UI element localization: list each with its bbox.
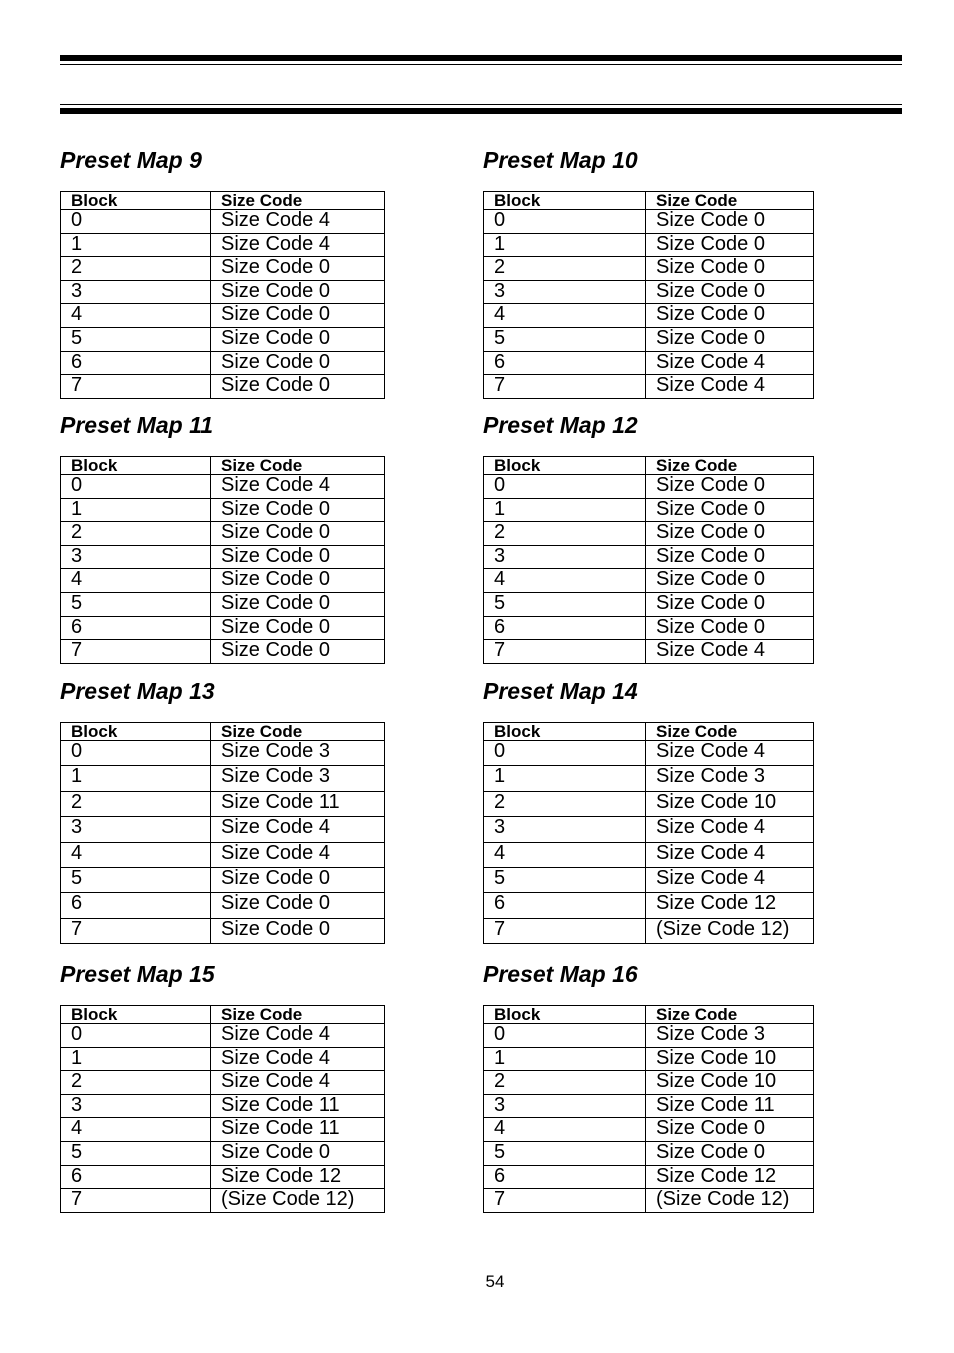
- preset-map-table: [483, 191, 814, 399]
- block-cell: 6: [61, 616, 211, 640]
- size-code-cell: Size Code 4: [646, 842, 814, 867]
- table-row: [484, 498, 814, 522]
- preset-map-title: Preset Map 13: [60, 678, 215, 704]
- block-cell: 5: [61, 1141, 211, 1165]
- size-code-cell: Size Code 0: [646, 616, 814, 640]
- size-code-cell: (Size Code 12): [211, 1189, 385, 1213]
- size-code-cell: Size Code 3: [646, 766, 814, 791]
- table-row: [484, 1094, 814, 1118]
- column-header-size-code: Size Code: [646, 192, 814, 210]
- table-header-row: [61, 457, 385, 475]
- column-header-size-code: Size Code: [646, 1006, 814, 1024]
- size-code-cell: Size Code 0: [211, 640, 385, 664]
- block-cell: 1: [484, 498, 646, 522]
- table-row: [484, 569, 814, 593]
- table-row: [61, 842, 385, 867]
- block-cell: 6: [484, 351, 646, 375]
- table-row: [61, 1094, 385, 1118]
- table-row: [61, 475, 385, 499]
- table-row: [61, 640, 385, 664]
- table-row: [61, 1141, 385, 1165]
- preset-map-table: [483, 722, 814, 944]
- table-header-row: [61, 723, 385, 741]
- table-row: [484, 867, 814, 892]
- block-cell: 6: [484, 616, 646, 640]
- page-number: 54: [485, 1272, 505, 1291]
- size-code-cell: Size Code 4: [211, 817, 385, 842]
- table-row: [484, 351, 814, 375]
- table-row: [61, 304, 385, 328]
- table-row: [61, 1024, 385, 1048]
- table-row: [61, 918, 385, 943]
- block-cell: 2: [61, 791, 211, 816]
- preset-map-table: [483, 1005, 814, 1213]
- size-code-cell: Size Code 0: [211, 918, 385, 943]
- size-code-cell: Size Code 0: [646, 280, 814, 304]
- column-header-size-code: Size Code: [646, 457, 814, 475]
- block-cell: 5: [61, 867, 211, 892]
- size-code-cell: Size Code 0: [646, 327, 814, 351]
- table-row: [61, 766, 385, 791]
- block-cell: 4: [61, 842, 211, 867]
- block-cell: 5: [61, 592, 211, 616]
- table-row: [61, 498, 385, 522]
- size-code-cell: Size Code 0: [211, 280, 385, 304]
- preset-map-table: [60, 722, 385, 944]
- preset-map-title: Preset Map 10: [483, 147, 638, 173]
- block-cell: 4: [61, 569, 211, 593]
- column-header-block: Block: [61, 1006, 211, 1024]
- block-cell: 2: [61, 1071, 211, 1095]
- block-cell: 2: [484, 522, 646, 546]
- table-row: [484, 592, 814, 616]
- column-header-size-code: Size Code: [646, 723, 814, 741]
- size-code-cell: Size Code 4: [211, 210, 385, 234]
- table-row: [484, 741, 814, 766]
- table-row: [484, 304, 814, 328]
- size-code-cell: Size Code 0: [646, 210, 814, 234]
- size-code-cell: (Size Code 12): [646, 918, 814, 943]
- table-row: [61, 351, 385, 375]
- column-header-block: Block: [484, 457, 646, 475]
- size-code-cell: Size Code 10: [646, 791, 814, 816]
- block-cell: 0: [484, 1024, 646, 1048]
- block-cell: 3: [61, 280, 211, 304]
- size-code-cell: Size Code 0: [211, 522, 385, 546]
- block-cell: 0: [61, 1024, 211, 1048]
- block-cell: 1: [484, 766, 646, 791]
- table-header-row: [484, 1006, 814, 1024]
- column-header-size-code: Size Code: [211, 192, 385, 210]
- block-cell: 7: [484, 640, 646, 664]
- table-row: [61, 257, 385, 281]
- size-code-cell: Size Code 0: [211, 351, 385, 375]
- size-code-cell: Size Code 0: [211, 257, 385, 281]
- preset-map-table: [60, 191, 385, 399]
- column-header-block: Block: [484, 1006, 646, 1024]
- block-cell: 3: [61, 1094, 211, 1118]
- size-code-cell: Size Code 0: [211, 375, 385, 399]
- table-row: [61, 545, 385, 569]
- column-header-block: Block: [484, 192, 646, 210]
- table-row: [484, 918, 814, 943]
- size-code-cell: Size Code 4: [646, 375, 814, 399]
- block-cell: 3: [484, 817, 646, 842]
- block-cell: 5: [484, 1141, 646, 1165]
- table-row: [61, 867, 385, 892]
- size-code-cell: Size Code 0: [646, 1118, 814, 1142]
- size-code-cell: Size Code 11: [211, 791, 385, 816]
- size-code-cell: Size Code 4: [211, 1024, 385, 1048]
- block-cell: 1: [484, 1047, 646, 1071]
- table-row: [484, 327, 814, 351]
- table-row: [61, 569, 385, 593]
- size-code-cell: Size Code 0: [646, 569, 814, 593]
- block-cell: 7: [61, 1189, 211, 1213]
- column-header-size-code: Size Code: [211, 457, 385, 475]
- table-row: [61, 817, 385, 842]
- table-row: [484, 210, 814, 234]
- table-row: [484, 257, 814, 281]
- block-cell: 7: [484, 375, 646, 399]
- size-code-cell: Size Code 12: [211, 1165, 385, 1189]
- size-code-cell: Size Code 0: [646, 257, 814, 281]
- table-row: [484, 475, 814, 499]
- table-row: [484, 640, 814, 664]
- block-cell: 1: [484, 233, 646, 257]
- preset-map-table: [60, 456, 385, 664]
- size-code-cell: Size Code 11: [211, 1118, 385, 1142]
- size-code-cell: Size Code 0: [646, 522, 814, 546]
- block-cell: 5: [484, 592, 646, 616]
- table-row: [484, 1165, 814, 1189]
- table-row: [484, 1141, 814, 1165]
- size-code-cell: Size Code 0: [211, 616, 385, 640]
- size-code-cell: Size Code 0: [211, 592, 385, 616]
- size-code-cell: Size Code 0: [211, 327, 385, 351]
- column-header-block: Block: [61, 192, 211, 210]
- size-code-cell: Size Code 4: [211, 842, 385, 867]
- block-cell: 5: [484, 867, 646, 892]
- size-code-cell: Size Code 3: [211, 766, 385, 791]
- block-cell: 2: [484, 1071, 646, 1095]
- table-row: [484, 766, 814, 791]
- size-code-cell: Size Code 4: [211, 475, 385, 499]
- table-row: [484, 791, 814, 816]
- block-cell: 0: [484, 741, 646, 766]
- preset-map-title: Preset Map 12: [483, 412, 638, 438]
- size-code-cell: Size Code 0: [646, 304, 814, 328]
- block-cell: 0: [484, 210, 646, 234]
- table-row: [484, 545, 814, 569]
- block-cell: 3: [484, 545, 646, 569]
- table-row: [484, 280, 814, 304]
- table-row: [484, 522, 814, 546]
- size-code-cell: Size Code 4: [646, 351, 814, 375]
- table-row: [484, 842, 814, 867]
- column-header-size-code: Size Code: [211, 723, 385, 741]
- block-cell: 3: [484, 280, 646, 304]
- column-header-block: Block: [61, 457, 211, 475]
- block-cell: 6: [61, 351, 211, 375]
- size-code-cell: Size Code 0: [646, 498, 814, 522]
- table-row: [484, 1118, 814, 1142]
- table-header-row: [484, 457, 814, 475]
- size-code-cell: Size Code 11: [646, 1094, 814, 1118]
- block-cell: 7: [61, 375, 211, 399]
- table-row: [61, 375, 385, 399]
- table-row: [61, 522, 385, 546]
- table-row: [484, 233, 814, 257]
- table-header-row: [484, 723, 814, 741]
- divider-rule-thick: [60, 108, 902, 114]
- size-code-cell: Size Code 4: [646, 741, 814, 766]
- size-code-cell: Size Code 10: [646, 1071, 814, 1095]
- table-row: [61, 616, 385, 640]
- table-row: [61, 1118, 385, 1142]
- block-cell: 2: [61, 522, 211, 546]
- block-cell: 5: [61, 327, 211, 351]
- table-row: [61, 1165, 385, 1189]
- table-row: [61, 327, 385, 351]
- size-code-cell: Size Code 4: [211, 233, 385, 257]
- block-cell: 6: [61, 893, 211, 918]
- preset-map-table: [483, 456, 814, 664]
- block-cell: 1: [61, 233, 211, 257]
- size-code-cell: Size Code 0: [646, 233, 814, 257]
- table-row: [61, 791, 385, 816]
- table-row: [61, 741, 385, 766]
- block-cell: 2: [61, 257, 211, 281]
- block-cell: 0: [61, 475, 211, 499]
- size-code-cell: Size Code 4: [646, 640, 814, 664]
- preset-map-table: [60, 1005, 385, 1213]
- block-cell: 4: [484, 304, 646, 328]
- table-row: [61, 592, 385, 616]
- size-code-cell: Size Code 4: [646, 867, 814, 892]
- block-cell: 7: [484, 1189, 646, 1213]
- block-cell: 3: [61, 817, 211, 842]
- size-code-cell: Size Code 3: [211, 741, 385, 766]
- block-cell: 0: [61, 210, 211, 234]
- table-row: [61, 1189, 385, 1213]
- table-row: [484, 1047, 814, 1071]
- table-row: [484, 893, 814, 918]
- size-code-cell: Size Code 12: [646, 1165, 814, 1189]
- block-cell: 4: [484, 1118, 646, 1142]
- size-code-cell: Size Code 4: [646, 817, 814, 842]
- block-cell: 6: [61, 1165, 211, 1189]
- preset-map-title: Preset Map 9: [60, 147, 202, 173]
- block-cell: 6: [484, 1165, 646, 1189]
- table-row: [61, 210, 385, 234]
- table-row: [61, 1047, 385, 1071]
- size-code-cell: Size Code 10: [646, 1047, 814, 1071]
- divider-rule-thin: [60, 104, 902, 105]
- size-code-cell: Size Code 0: [211, 304, 385, 328]
- table-row: [484, 616, 814, 640]
- table-row: [61, 280, 385, 304]
- column-header-block: Block: [484, 723, 646, 741]
- table-header-row: [484, 192, 814, 210]
- block-cell: 4: [61, 304, 211, 328]
- block-cell: 3: [484, 1094, 646, 1118]
- size-code-cell: Size Code 0: [211, 498, 385, 522]
- size-code-cell: Size Code 0: [646, 592, 814, 616]
- preset-map-title: Preset Map 15: [60, 961, 215, 987]
- table-row: [61, 233, 385, 257]
- header-rule-thin: [60, 64, 902, 65]
- block-cell: 7: [484, 918, 646, 943]
- block-cell: 3: [61, 545, 211, 569]
- preset-map-title: Preset Map 11: [60, 412, 213, 438]
- size-code-cell: Size Code 0: [211, 545, 385, 569]
- size-code-cell: Size Code 0: [211, 893, 385, 918]
- size-code-cell: Size Code 0: [646, 1141, 814, 1165]
- table-row: [484, 375, 814, 399]
- preset-map-title: Preset Map 16: [483, 961, 638, 987]
- table-row: [61, 1071, 385, 1095]
- block-cell: 1: [61, 498, 211, 522]
- table-header-row: [61, 1006, 385, 1024]
- block-cell: 4: [484, 842, 646, 867]
- table-row: [484, 817, 814, 842]
- size-code-cell: Size Code 0: [211, 867, 385, 892]
- table-row: [484, 1189, 814, 1213]
- block-cell: 7: [61, 640, 211, 664]
- column-header-block: Block: [61, 723, 211, 741]
- block-cell: 5: [484, 327, 646, 351]
- block-cell: 2: [484, 791, 646, 816]
- size-code-cell: Size Code 4: [211, 1047, 385, 1071]
- table-row: [61, 893, 385, 918]
- size-code-cell: Size Code 0: [646, 545, 814, 569]
- block-cell: 1: [61, 1047, 211, 1071]
- preset-map-title: Preset Map 14: [483, 678, 638, 704]
- block-cell: 4: [484, 569, 646, 593]
- table-header-row: [61, 192, 385, 210]
- block-cell: 0: [484, 475, 646, 499]
- table-row: [484, 1024, 814, 1048]
- size-code-cell: Size Code 0: [211, 569, 385, 593]
- size-code-cell: Size Code 0: [646, 475, 814, 499]
- block-cell: 2: [484, 257, 646, 281]
- size-code-cell: Size Code 3: [646, 1024, 814, 1048]
- size-code-cell: Size Code 11: [211, 1094, 385, 1118]
- column-header-size-code: Size Code: [211, 1006, 385, 1024]
- size-code-cell: (Size Code 12): [646, 1189, 814, 1213]
- block-cell: 6: [484, 893, 646, 918]
- size-code-cell: Size Code 12: [646, 893, 814, 918]
- block-cell: 7: [61, 918, 211, 943]
- block-cell: 1: [61, 766, 211, 791]
- block-cell: 4: [61, 1118, 211, 1142]
- header-rule-thick: [60, 55, 902, 61]
- table-row: [484, 1071, 814, 1095]
- size-code-cell: Size Code 0: [211, 1141, 385, 1165]
- block-cell: 0: [61, 741, 211, 766]
- size-code-cell: Size Code 4: [211, 1071, 385, 1095]
